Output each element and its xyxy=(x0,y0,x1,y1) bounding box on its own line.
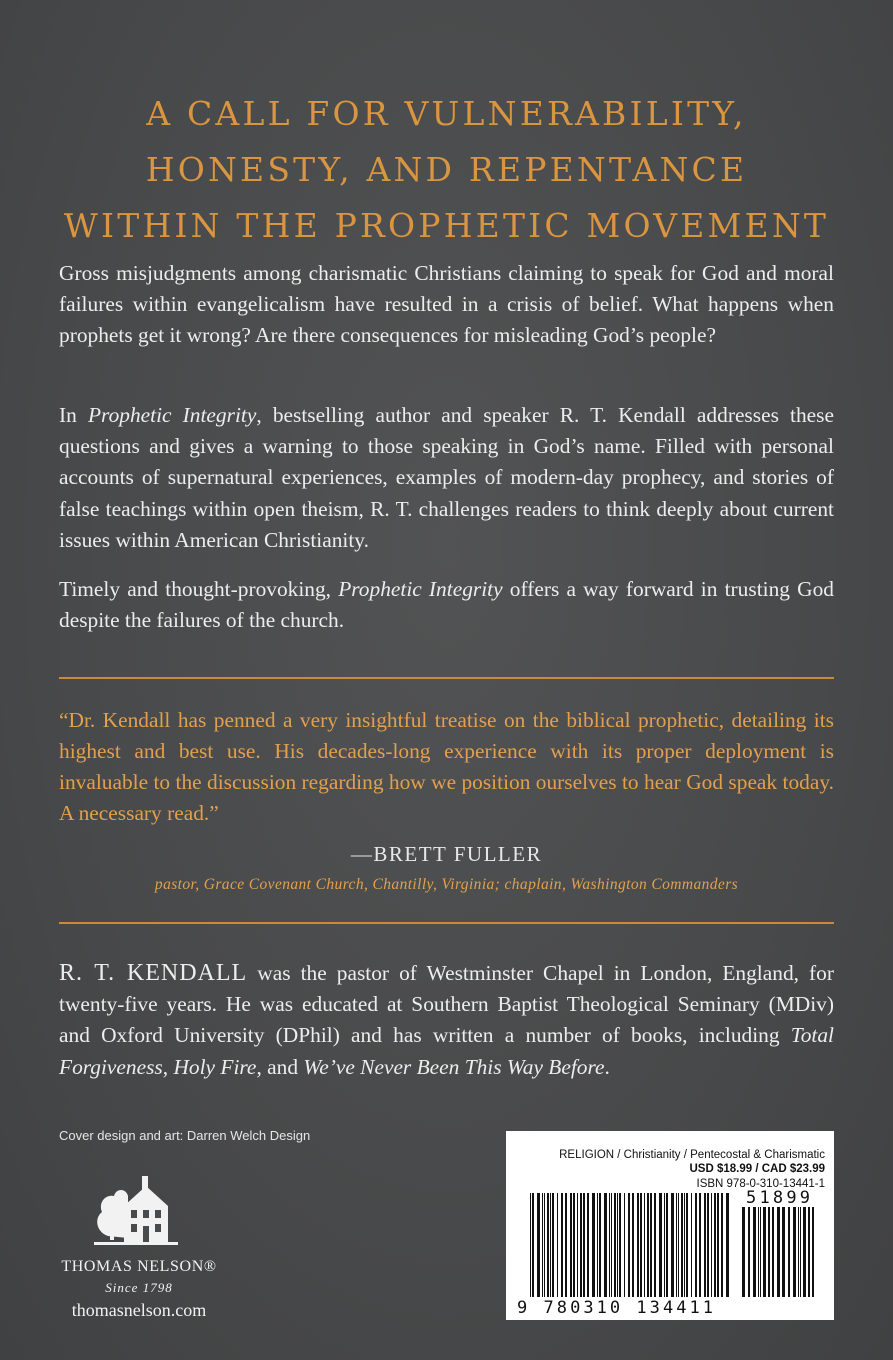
barcode-bar xyxy=(611,1193,612,1297)
publisher-name: THOMAS NELSON® xyxy=(61,1258,217,1275)
barcode-bar xyxy=(604,1193,607,1297)
bio-end: . xyxy=(604,1054,610,1079)
barcode-bar xyxy=(748,1207,750,1297)
barcode-bar xyxy=(592,1193,595,1297)
barcode-bar xyxy=(681,1193,683,1297)
barcode-bar xyxy=(619,1193,621,1297)
book-total-forgiveness: Total Forgiveness xyxy=(59,1023,834,1079)
barcode-bar xyxy=(537,1193,540,1297)
barcode-bar xyxy=(714,1193,716,1297)
barcode-bar xyxy=(550,1193,551,1297)
barcode-bar xyxy=(691,1193,692,1297)
headline-line-3: WITHIN THE PROPHETIC MOVEMENT xyxy=(63,206,830,245)
barcode-bar xyxy=(726,1193,729,1297)
headline-line-1: A CALL FOR VULNERABILITY, xyxy=(146,94,747,133)
barcode-bar xyxy=(803,1207,806,1297)
description-paragraph-1: Gross misjudgments among charismatic Christians claiming to speak for God and moral failures within evangelicalism have resulted in a crisis of belief. What happens when prophets get it wrong? Are there consequences for misleading God’s people? xyxy=(59,261,834,348)
barcode-bar xyxy=(721,1193,723,1297)
barcode-bar xyxy=(772,1207,774,1297)
endorsement-author: —BRETT FULLER xyxy=(350,842,543,866)
book-isbn: ISBN 978-0-310-13441-1 xyxy=(696,1178,825,1190)
barcode-bar xyxy=(552,1193,554,1297)
barcode-bar xyxy=(788,1207,790,1297)
barcode-bar xyxy=(753,1207,756,1297)
barcode-bar xyxy=(617,1193,618,1297)
barcode-bar xyxy=(768,1207,770,1297)
barcode-bar xyxy=(777,1207,780,1297)
barcode-bar xyxy=(628,1193,630,1297)
bio-text: was the pastor of Westminster Chapel in London, England, for twenty-five years. He was educated at Southern Baptist Theological Seminary (MDiv) and Oxford University (DPhil) and has written a number of books, including xyxy=(59,961,834,1048)
headline-line-2: HONESTY, AND REPENTANCE xyxy=(145,150,748,189)
barcode-bar xyxy=(800,1207,801,1297)
barcode-bar xyxy=(782,1207,785,1297)
barcode-bar xyxy=(678,1193,679,1297)
barcode-bar xyxy=(561,1193,563,1297)
barcode-bar xyxy=(577,1193,578,1297)
barcode-bar xyxy=(695,1193,697,1297)
barcode-bar xyxy=(650,1193,652,1297)
headline xyxy=(40,86,853,254)
barcode-bar xyxy=(614,1193,616,1297)
divider-top xyxy=(59,677,834,679)
barcode-bar xyxy=(798,1207,799,1297)
barcode-bar xyxy=(676,1193,677,1297)
barcode-bar xyxy=(542,1193,543,1297)
barcode-main-digits: 9 780310 134411 xyxy=(517,1298,713,1318)
barcode-bar xyxy=(671,1193,674,1297)
barcode-bar xyxy=(707,1193,709,1297)
publisher-since: Since 1798 xyxy=(105,1280,173,1295)
barcode-bar xyxy=(742,1207,745,1297)
barcode-bar xyxy=(573,1193,575,1297)
author-name: R. T. KENDALL xyxy=(59,960,248,986)
barcode-bar xyxy=(760,1207,761,1297)
barcode-bar xyxy=(637,1193,639,1297)
barcode-bar xyxy=(544,1193,545,1297)
book-category: RELIGION / Christianity / Pentecostal & Charismatic xyxy=(559,1149,825,1161)
cover-credit: Cover design and art: Darren Welch Design xyxy=(59,1128,311,1143)
barcode-bar xyxy=(664,1193,665,1297)
bio-sep-1: , xyxy=(162,1054,174,1079)
barcode-bar xyxy=(758,1207,759,1297)
barcode-bar xyxy=(654,1193,656,1297)
endorsement-quote: “Dr. Kendall has penned a very insightful treatise on the biblical prophetic, detailing its highest and best use. His decades-long experience with its proper deployment is invaluable to the discussion regarding how we position ourselves to hear God speak today. A necessary read.” xyxy=(59,708,834,825)
paragraph-3-pre: Timely and thought-provoking, xyxy=(59,577,339,601)
barcode-bar xyxy=(632,1193,634,1297)
barcode-bar xyxy=(640,1193,642,1297)
barcode-bar xyxy=(570,1193,572,1297)
barcode-bar xyxy=(666,1193,668,1297)
barcode-bar xyxy=(557,1193,558,1297)
barcode-bar xyxy=(587,1193,589,1297)
book-never-been-this-way: We’ve Never Been This Way Before xyxy=(303,1054,605,1079)
barcode-bar xyxy=(808,1207,810,1297)
barcode-bar xyxy=(647,1193,649,1297)
bio-sep-2: , and xyxy=(256,1054,304,1079)
barcode-bar xyxy=(644,1193,645,1297)
barcode-bar xyxy=(659,1193,662,1297)
description-paragraph-2 xyxy=(59,400,834,556)
book-holy-fire: Holy Fire xyxy=(173,1054,257,1079)
house-tree-icon xyxy=(88,1166,184,1256)
barcode-bar xyxy=(565,1193,567,1297)
barcode-bar xyxy=(763,1207,766,1297)
barcode-bar xyxy=(580,1193,582,1297)
barcode-bar xyxy=(532,1193,534,1297)
barcode-bar xyxy=(547,1193,549,1297)
barcode-bar xyxy=(704,1193,706,1297)
book-price: USD $18.99 / CAD $23.99 xyxy=(689,1163,825,1175)
barcode-bar xyxy=(599,1193,601,1297)
barcode-bar xyxy=(711,1193,712,1297)
paragraph-3-post: offers a way forward in trusting God despite the failures of the church. xyxy=(59,577,834,633)
barcode-bar xyxy=(812,1207,814,1297)
barcode-bar xyxy=(686,1193,688,1297)
barcode-bar xyxy=(717,1193,719,1297)
barcode-addon-digits: 51899 xyxy=(746,1188,810,1208)
barcode-bar xyxy=(793,1207,796,1297)
divider-bottom xyxy=(59,922,834,924)
barcode-bar xyxy=(624,1193,625,1297)
barcode-bar xyxy=(530,1193,531,1297)
barcode-panel xyxy=(506,1131,834,1320)
paragraph-2-post: , bestselling author and speaker R. T. Kendall addresses these questions and gives a warning to those speaking in God’s name. Filled with personal accounts of supernatural experiences, examples of modern-day prophecy, and stories of false teachings within open theism, R. T. challenges readers to think deeply about current issues within American Christianity. xyxy=(59,403,834,552)
author-bio xyxy=(59,958,834,1083)
barcode-bar xyxy=(684,1193,685,1297)
book-title: Prophetic Integrity xyxy=(87,403,257,427)
paragraph-2-pre: In xyxy=(59,403,88,427)
barcode-bar xyxy=(583,1193,585,1297)
barcode-bar xyxy=(597,1193,598,1297)
barcode-bar xyxy=(609,1193,610,1297)
book-title: Prophetic Integrity xyxy=(338,577,503,601)
publisher-website: thomasnelson.com xyxy=(71,1300,207,1320)
barcode-graphic xyxy=(506,1131,834,1320)
endorsement-author-role: pastor, Grace Covenant Church, Chantilly, Virginia; chaplain, Washington Commanders xyxy=(154,876,739,893)
description-paragraph-3 xyxy=(59,574,834,636)
barcode-bar xyxy=(699,1193,701,1297)
